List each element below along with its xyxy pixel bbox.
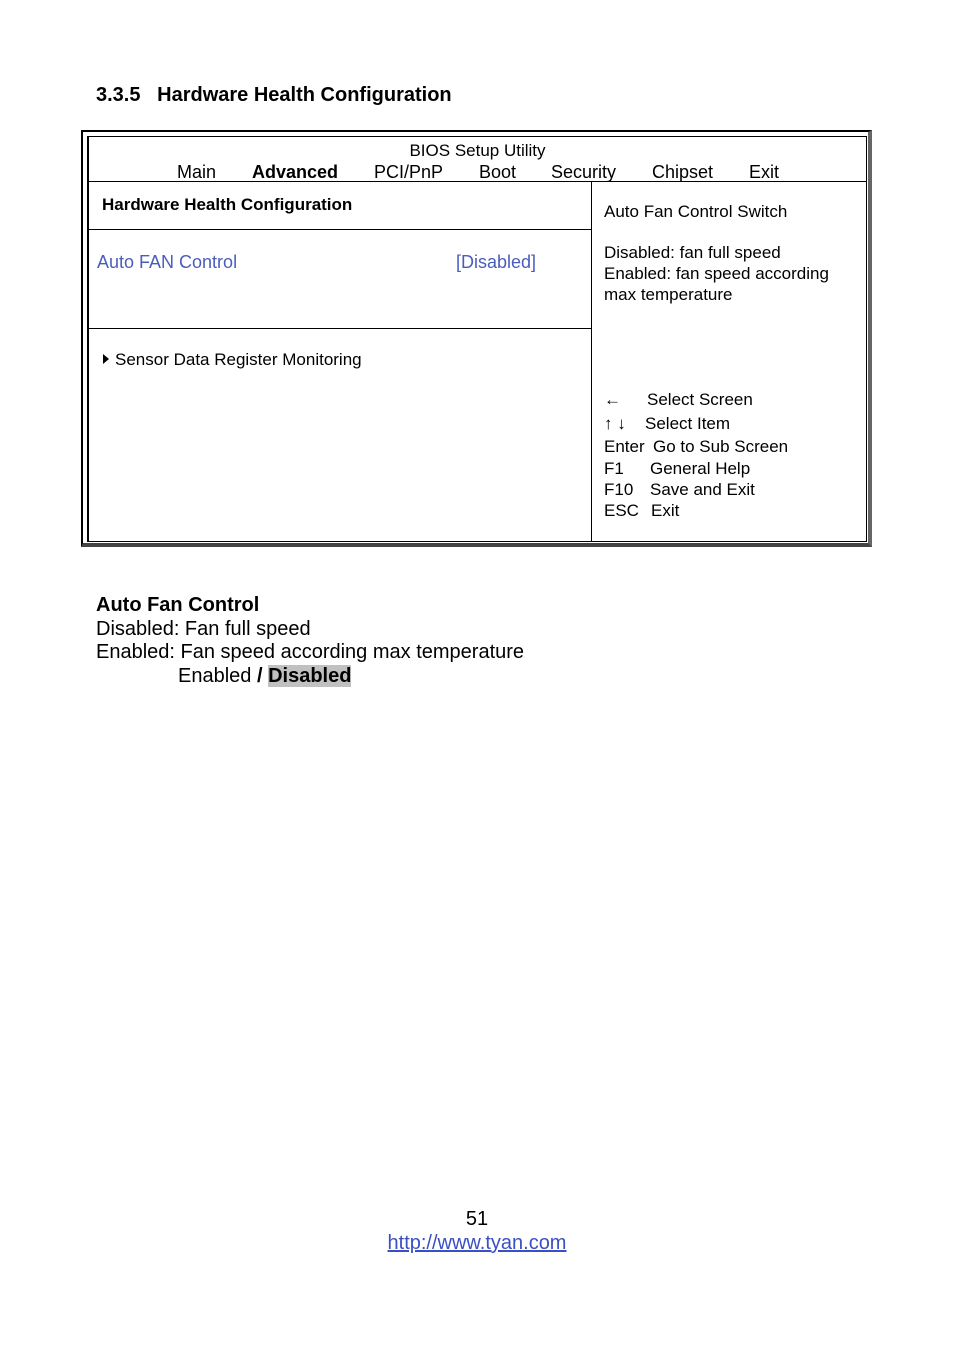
option-disabled-default: Disabled bbox=[268, 665, 352, 687]
submenu-sensor-data[interactable] bbox=[103, 350, 362, 370]
settings-panel bbox=[89, 182, 591, 541]
menu-pci-pnp[interactable]: PCI/PnP bbox=[374, 162, 444, 182]
panel-divider bbox=[591, 182, 592, 541]
footer-link-container bbox=[0, 1232, 954, 1255]
menu-exit[interactable]: Exit bbox=[749, 162, 780, 182]
help-line: max temperature bbox=[604, 285, 733, 304]
key-label: Enter bbox=[604, 437, 645, 456]
page-number: 51 bbox=[465, 1208, 489, 1230]
divider bbox=[89, 328, 591, 329]
key-hint-enter bbox=[604, 437, 788, 457]
key-hint-f10 bbox=[604, 480, 755, 500]
submenu-label: Sensor Data Register Monitoring bbox=[115, 350, 362, 369]
option-separator: / bbox=[251, 665, 269, 687]
key-desc: Select Screen bbox=[647, 390, 753, 409]
key-desc: Go to Sub Screen bbox=[653, 437, 789, 456]
key-label: F1 bbox=[604, 459, 624, 478]
menu-boot[interactable]: Boot bbox=[479, 162, 517, 182]
menu-main[interactable]: Main bbox=[177, 162, 217, 182]
section-heading bbox=[96, 84, 452, 107]
website-link[interactable]: http://www.tyan.com bbox=[387, 1232, 567, 1254]
triangle-right-icon bbox=[103, 354, 109, 364]
panel-title: Hardware Health Configuration bbox=[102, 195, 353, 214]
bios-header bbox=[89, 137, 866, 182]
help-title: Auto Fan Control Switch bbox=[604, 202, 788, 221]
auto-fan-control-value[interactable]: [Disabled] bbox=[456, 252, 537, 272]
up-down-arrow-icon: ↑ ↓ bbox=[604, 414, 626, 433]
bios-title: BIOS Setup Utility bbox=[409, 141, 546, 160]
help-line: Disabled: fan full speed bbox=[604, 243, 781, 262]
section-title: Hardware Health Configuration bbox=[157, 84, 452, 106]
key-label: F10 bbox=[604, 480, 634, 499]
divider bbox=[89, 229, 591, 230]
description-line: Disabled: Fan full speed bbox=[96, 618, 311, 640]
option-enabled: Enabled bbox=[178, 665, 252, 687]
key-hint-select-item bbox=[604, 414, 730, 434]
key-label: ESC bbox=[604, 501, 639, 520]
bios-screenshot bbox=[81, 130, 872, 547]
menu-chipset[interactable]: Chipset bbox=[652, 162, 714, 182]
auto-fan-control-label[interactable]: Auto FAN Control bbox=[97, 252, 238, 272]
key-desc: Save and Exit bbox=[650, 480, 755, 499]
section-number: 3.3.5 bbox=[96, 84, 141, 106]
bios-frame bbox=[87, 136, 867, 542]
left-arrow-icon: ← bbox=[604, 390, 621, 409]
menu-security[interactable]: Security bbox=[551, 162, 617, 182]
key-hint-select-screen bbox=[604, 390, 753, 410]
key-desc: Exit bbox=[651, 501, 680, 520]
key-hint-esc bbox=[604, 501, 679, 521]
description-heading: Auto Fan Control bbox=[96, 594, 260, 616]
key-hint-f1 bbox=[604, 459, 750, 479]
option-values bbox=[178, 665, 351, 688]
description-line: Enabled: Fan speed according max temperature bbox=[96, 641, 525, 663]
key-desc: General Help bbox=[650, 459, 751, 478]
help-line: Enabled: fan speed according bbox=[604, 264, 829, 283]
key-desc: Select Item bbox=[645, 414, 731, 433]
menu-advanced[interactable]: Advanced bbox=[252, 162, 339, 182]
